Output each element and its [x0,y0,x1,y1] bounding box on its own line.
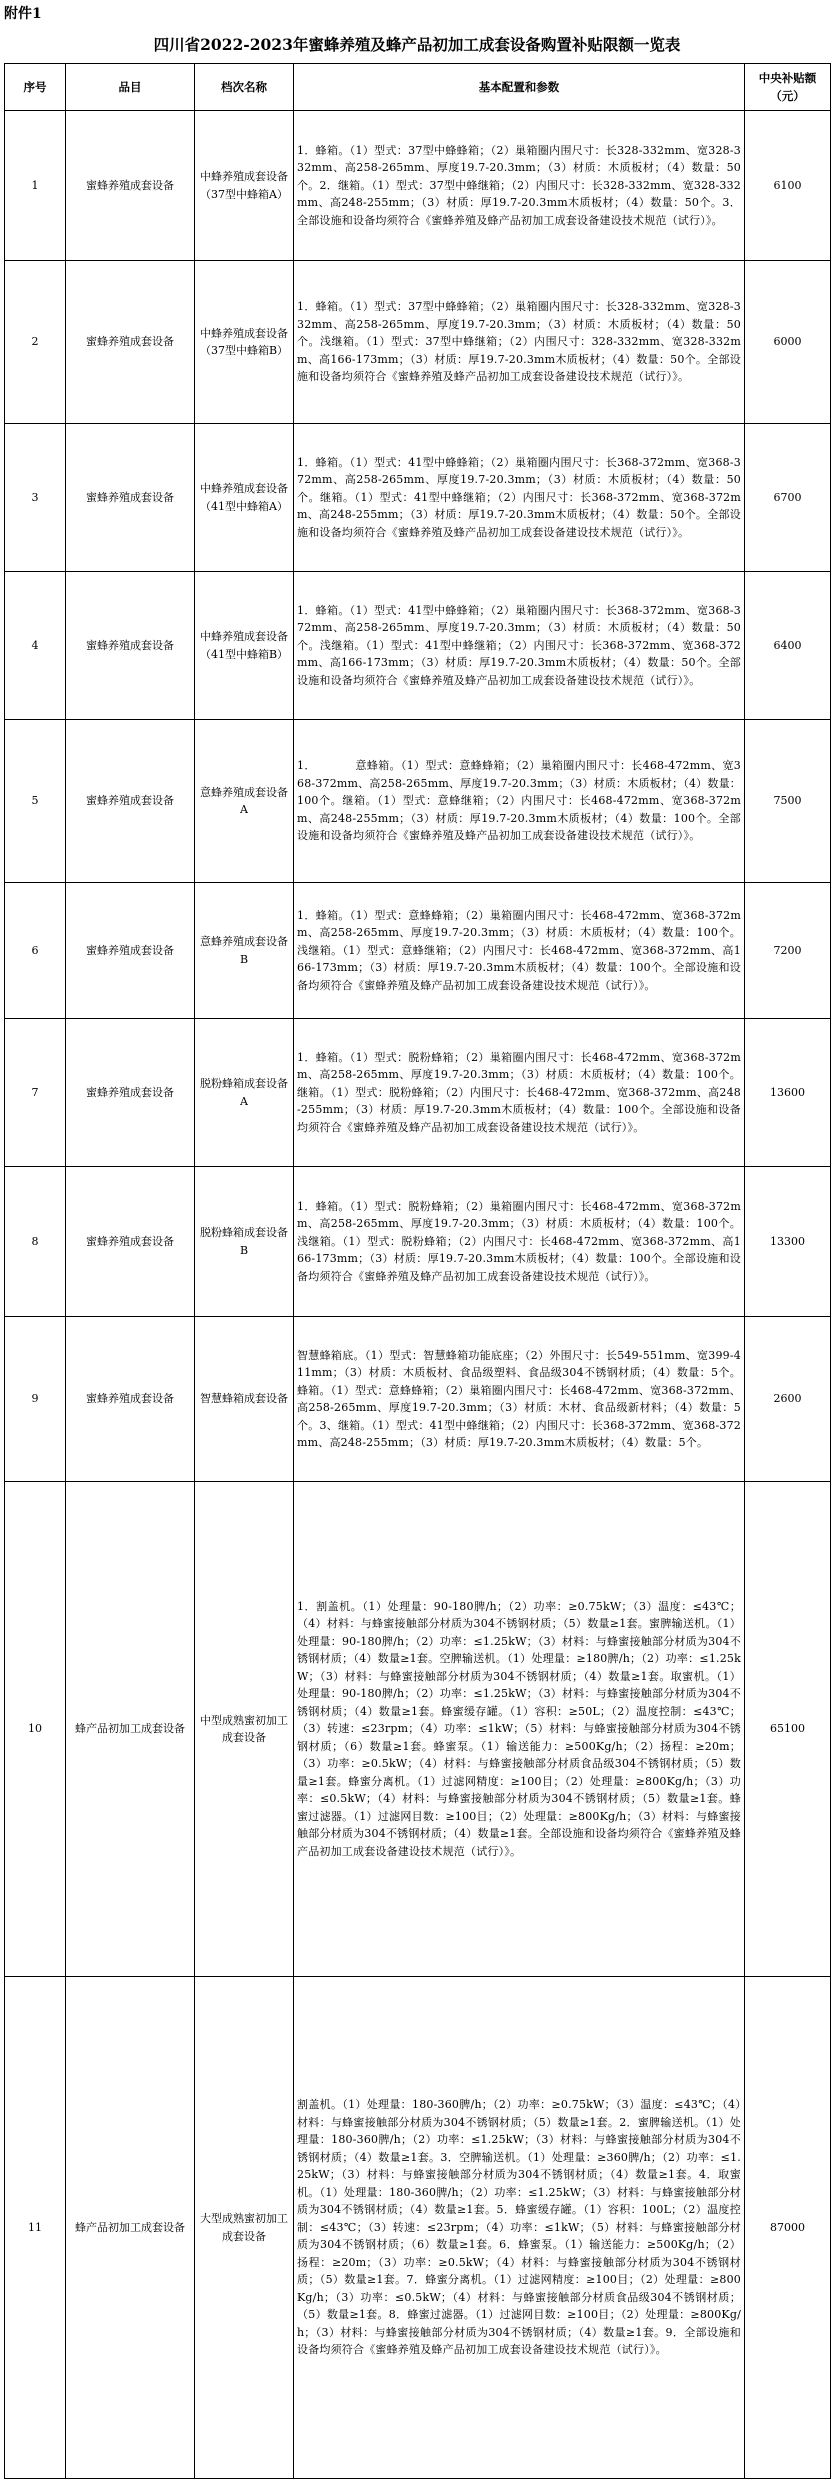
row-grade: 智慧蜂箱成套设备 [195,1317,294,1482]
table-row [5,883,831,1019]
row-grade: 意蜂养殖成套设备A [195,720,294,883]
row-grade: 脱粉蜂箱成套设备B [195,1167,294,1317]
row-number: 8 [5,1167,66,1317]
document-title: 四川省2022-2023年蜜蜂养殖及蜂产品初加工成套设备购置补贴限额一览表 [153,35,681,54]
row-params [294,883,745,1019]
row-amount: 65100 [745,1482,831,1977]
row-params-text: 1．割盖机。（1）处理量：90-180脾/h；（2）功率：≥0.75kW；（3）温度：≤43℃；（4）材料：与蜂蜜接触部分材质为304不锈钢材质；（5）数量≥1套。蜜脾输送机。（1）处理量：90-180脾/h；（2）功率：≤1.25kW；（3）材料：与蜂蜜接触部分材质为304不锈钢材质；（4）数量≥1套。空脾输送机。（1）处理量：≥180脾/h；（2）功率：≤1.25kW；（3）材料：与蜂蜜接触部分材质为304不锈钢材质；（4）数量≥1套。取蜜机。（1）处理量：90-180脾/h；（2）功率：≤1.25kW；（3）材料：与蜂蜜接触部分材质为304不锈钢材质；（4）数量≥1套。蜂蜜缓存罐。（1）容积：≥50L；（2）温度控制：≤43℃；（3）转速：≤23rpm；（4）功率：≤1kW；（5）材料：与蜂蜜接触部分材质为304不锈钢材质；（6）数量≥1套。蜂蜜泵。（1）输送能力：≥500Kg/h；（2）扬程：≥20m；（3）功率：≥0.5kW；（4）材料：与蜂蜜接触部分材质食品级304不锈钢材质；（5）数量≥1套。蜂蜜分离机。（1）过滤网精度：≥100目；（2）处理量：≥800Kg/h；（3）功率：≤0.5kW；（4）材料：与蜂蜜接触部分材质为304不锈钢材质；（5）数量≥1套。蜂蜜过滤器。（1）过滤网目数：≥100目；（2）处理量：≥800Kg/h；（3）材料：与蜂蜜接触部分材质为304不锈钢材质；（4）数量≥1套。全部设施和设备均须符合《蜜蜂养殖及蜂产品初加工成套设备建设技术规范（试行）》。 [297,1599,741,1858]
row-amount: 7200 [745,883,831,1019]
table-row [5,720,831,883]
row-grade: 中蜂养殖成套设备（41型中蜂箱B） [195,572,294,720]
row-amount: 7500 [745,720,831,883]
row-item: 蜜蜂养殖成套设备 [66,572,195,720]
row-number: 2 [5,261,66,424]
table-row [5,1482,831,1977]
subsidy-table [4,63,831,2479]
row-number: 1 [5,111,66,261]
row-params-text: 1．蜂箱。（1）型式：脱粉蜂箱；（2）巢箱圈内围尺寸：长468-472mm、宽368-372mm、高258-265mm、厚度19.7-20.3mm；（3）材质：木质板材；（4）数量：100个。继箱。（1）型式：脱粉蜂箱；（2）内围尺寸：长468-472mm、宽368-372mm、高248-255mm；（3）材质：厚19.7-20.3mm木质板材；（4）数量：100个。全部设施和设备均须符合《蜜蜂养殖及蜂产品初加工成套设备建设技术规范（试行）》。 [297,1050,741,1134]
table-row [5,424,831,572]
column-header-amount: 中央补贴额（元） [745,64,831,111]
row-params-text: 1． 意蜂箱。（1）型式：意蜂蜂箱；（2）巢箱圈内围尺寸：长468-472mm、宽368-372mm、高258-265mm、厚度19.7-20.3mm；（3）材质：木质板材；（4）数量：100个。继箱。（1）型式：意蜂继箱；（2）内围尺寸：长468-472mm、宽368-372mm、高248-255mm；（3）材质：厚19.7-20.3mm木质板材；（4）数量：100个。全部设施和设备均须符合《蜜蜂养殖及蜂产品初加工成套设备建设技术规范（试行）》。 [297,759,741,843]
row-params-text: 割盖机。（1）处理量：180-360脾/h；（2）功率：≥0.75kW；（3）温度：≤43℃；（4）材料：与蜂蜜接触部分材质为304不锈钢材质；（5）数量≥1套。2．蜜脾输送机。（1）处理量：180-360脾/h；（2）功率：≤1.25kW；（3）材料：与蜂蜜接触部分材质为304不锈钢材质；（4）数量≥1套。3．空脾输送机。（1）处理量：≥360脾/h；（2）功率：≤1.25kW；（3）材料：与蜂蜜接触部分材质为304不锈钢材质；（4）数量≥1套。4．取蜜机。（1）处理量：180-360脾/h；（2）功率：≤1.25kW；（3）材料：与蜂蜜接触部分材质为304不锈钢材质；（4）数量≥1套。5．蜂蜜缓存罐。（1）容积：100L；（2）温度控制：≤43℃；（3）转速：≤23rpm；（4）功率：≤1kW；（5）材料：与蜂蜜接触部分材质为304不锈钢材质；（6）数量≥1套。6．蜂蜜泵。（1）输送能力：≥500Kg/h；（2）扬程：≥20m；（3）功率：≥0.5kW；（4）材料：与蜂蜜接触部分材质为304不锈钢材质；（5）数量≥1套。7．蜂蜜分离机。（1）过滤网精度：≥100目；（2）处理量：≥800Kg/h；（3）功率：≤0.5kW；（4）材料：与蜂蜜接触部分材质食品级304不锈钢材质；（5）数量≥1套。8．蜂蜜过滤器。（1）过滤网目数：≥100目；（2）处理量：≥800Kg/h；（3）材料：与蜂蜜接触部分材质为304不锈钢材质；（4）数量≥1套。9．全部设施和设备均须符合《蜜蜂养殖及蜂产品初加工成套设备建设技术规范（试行）》。 [297,2098,741,2357]
row-item: 蜜蜂养殖成套设备 [66,1317,195,1482]
row-params [294,111,745,261]
row-grade: 脱粉蜂箱成套设备A [195,1019,294,1167]
table-row [5,572,831,720]
row-grade: 中蜂养殖成套设备（37型中蜂箱A） [195,111,294,261]
row-params [294,720,745,883]
row-amount: 2600 [745,1317,831,1482]
row-grade: 中型成熟蜜初加工成套设备 [195,1482,294,1977]
row-params-text: 1．蜂箱。（1）型式：37型中蜂蜂箱；（2）巢箱圈内围尺寸：长328-332mm、宽328-332mm、高258-265mm、厚度19.7-20.3mm；（3）材质：木质板材；（4）数量：50个。2．继箱。（1）型式：37型中蜂继箱；（2）内围尺寸：长328-332mm、宽328-332mm、高248-255mm；（3）材质：厚19.7-20.3mm木质板材；（4）数量：50个。3．全部设施和设备均须符合《蜜蜂养殖及蜂产品初加工成套设备建设技术规范（试行）》。 [297,143,741,227]
row-params-text: 智慧蜂箱底。（1）型式：智慧蜂箱功能底座；（2）外围尺寸：长549-551mm、宽399-411mm；（3）材质：木质板材、食品级塑料、食品级304不锈钢材质；（4）数量：5个。蜂箱。（1）型式：意蜂蜂箱；（2）巢箱圈内围尺寸：长468-472mm、宽368-372mm、高258-265mm、厚度19.7-20.3mm；（3）材质：木材、食品级新材料；（4）数量：5个。3、继箱。（1）型式：41型中蜂继箱；（2）内围尺寸：长368-372mm、宽368-372mm、高248-255mm；（3）材质：厚19.7-20.3mm木质板材；（4）数量：5个。 [297,1348,741,1449]
column-header-grade: 档次名称 [195,64,294,111]
row-item: 蜜蜂养殖成套设备 [66,1019,195,1167]
row-amount: 13300 [745,1167,831,1317]
row-params [294,1167,745,1317]
table-row [5,1317,831,1482]
row-item: 蜜蜂养殖成套设备 [66,883,195,1019]
table-row [5,111,831,261]
row-grade: 中蜂养殖成套设备（41型中蜂箱A） [195,424,294,572]
table-row [5,1019,831,1167]
row-item: 蜜蜂养殖成套设备 [66,261,195,424]
row-params-text: 1．蜂箱。（1）型式：脱粉蜂箱；（2）巢箱圈内围尺寸：长468-472mm、宽368-372mm、高258-265mm、厚度19.7-20.3mm；（3）材质：木质板材；（4）数量：100个。浅继箱。（1）型式：脱粉蜂箱；（2）内围尺寸：长468-472mm、宽368-372mm、高166-173mm；（3）材质：厚19.7-20.3mm木质板材；（4）数量：100个。全部设施和设备均须符合《蜜蜂养殖及蜂产品初加工成套设备建设技术规范（试行）》。 [297,1199,741,1283]
table-row [5,1977,831,2479]
row-item: 蜂产品初加工成套设备 [66,1977,195,2479]
row-amount: 6700 [745,424,831,572]
row-number: 11 [5,1977,66,2479]
row-params [294,1977,745,2479]
row-params [294,572,745,720]
row-params [294,1482,745,1977]
row-params-text: 1．蜂箱。（1）型式：意蜂蜂箱；（2）巢箱圈内围尺寸：长468-472mm、宽368-372mm、高258-265mm、厚度19.7-20.3mm；（3）材质：木质板材；（4）数量：100个。浅继箱。（1）型式：意蜂继箱；（2）内围尺寸：长468-472mm、宽368-372mm、高166-173mm；（3）材质：厚19.7-20.3mm木质板材；（4）数量：100个。全部设施和设备均须符合《蜜蜂养殖及蜂产品初加工成套设备建设技术规范（试行）》。 [297,908,741,992]
attachment-label: 附件1 [4,6,42,22]
row-grade: 意蜂养殖成套设备B [195,883,294,1019]
row-params [294,261,745,424]
column-header-item: 品目 [66,64,195,111]
row-amount: 6400 [745,572,831,720]
row-amount: 87000 [745,1977,831,2479]
row-amount: 6100 [745,111,831,261]
row-number: 7 [5,1019,66,1167]
row-params-text: 1．蜂箱。（1）型式：41型中蜂蜂箱；（2）巢箱圈内围尺寸：长368-372mm、宽368-372mm、高258-265mm、厚度19.7-20.3mm；（3）材质：木质板材；（4）数量：50个。继箱。（1）型式：41型中蜂继箱；（2）内围尺寸：长368-372mm、宽368-372mm、高248-255mm；（3）材质：厚19.7-20.3mm木质板材；（4）数量：50个。全部设施和设备均须符合《蜜蜂养殖及蜂产品初加工成套设备建设技术规范（试行）》。 [297,455,741,539]
row-item: 蜜蜂养殖成套设备 [66,111,195,261]
table-row [5,1167,831,1317]
row-item: 蜂产品初加工成套设备 [66,1482,195,1977]
row-number: 10 [5,1482,66,1977]
row-grade: 中蜂养殖成套设备（37型中蜂箱B） [195,261,294,424]
row-number: 9 [5,1317,66,1482]
row-item: 蜜蜂养殖成套设备 [66,1167,195,1317]
row-number: 3 [5,424,66,572]
row-params-text: 1．蜂箱。（1）型式：41型中蜂蜂箱；（2）巢箱圈内围尺寸：长368-372mm、宽368-372mm、高258-265mm、厚度19.7-20.3mm；（3）材质：木质板材；（4）数量：50个。浅继箱。（1）型式：41型中蜂继箱；（2）内围尺寸：长368-372mm、宽368-372mm、高166-173mm；（3）材质：厚19.7-20.3mm木质板材；（4）数量：50个。全部设施和设备均须符合《蜜蜂养殖及蜂产品初加工成套设备建设技术规范（试行）》。 [297,603,741,687]
row-params [294,1317,745,1482]
row-params [294,424,745,572]
row-grade: 大型成熟蜜初加工成套设备 [195,1977,294,2479]
column-header-params: 基本配置和参数 [294,64,745,111]
row-amount: 13600 [745,1019,831,1167]
row-number: 5 [5,720,66,883]
table-header-row [5,64,831,111]
row-item: 蜜蜂养殖成套设备 [66,424,195,572]
column-header-no: 序号 [5,64,66,111]
row-params [294,1019,745,1167]
row-number: 6 [5,883,66,1019]
row-params-text: 1．蜂箱。（1）型式：37型中蜂蜂箱；（2）巢箱圈内围尺寸：长328-332mm、宽328-332mm、高258-265mm、厚度19.7-20.3mm；（3）材质：木质板材；（4）数量：50个。浅继箱。（1）型式：37型中蜂继箱；（2）内围尺寸：328-332mm、宽328-332mm、高166-173mm；（3）材质：厚19.7-20.3mm木质板材；（4）数量：50个。全部设施和设备均须符合《蜜蜂养殖及蜂产品初加工成套设备建设技术规范（试行）》。 [297,300,741,384]
row-number: 4 [5,572,66,720]
row-amount: 6000 [745,261,831,424]
table-row [5,261,831,424]
row-item: 蜜蜂养殖成套设备 [66,720,195,883]
